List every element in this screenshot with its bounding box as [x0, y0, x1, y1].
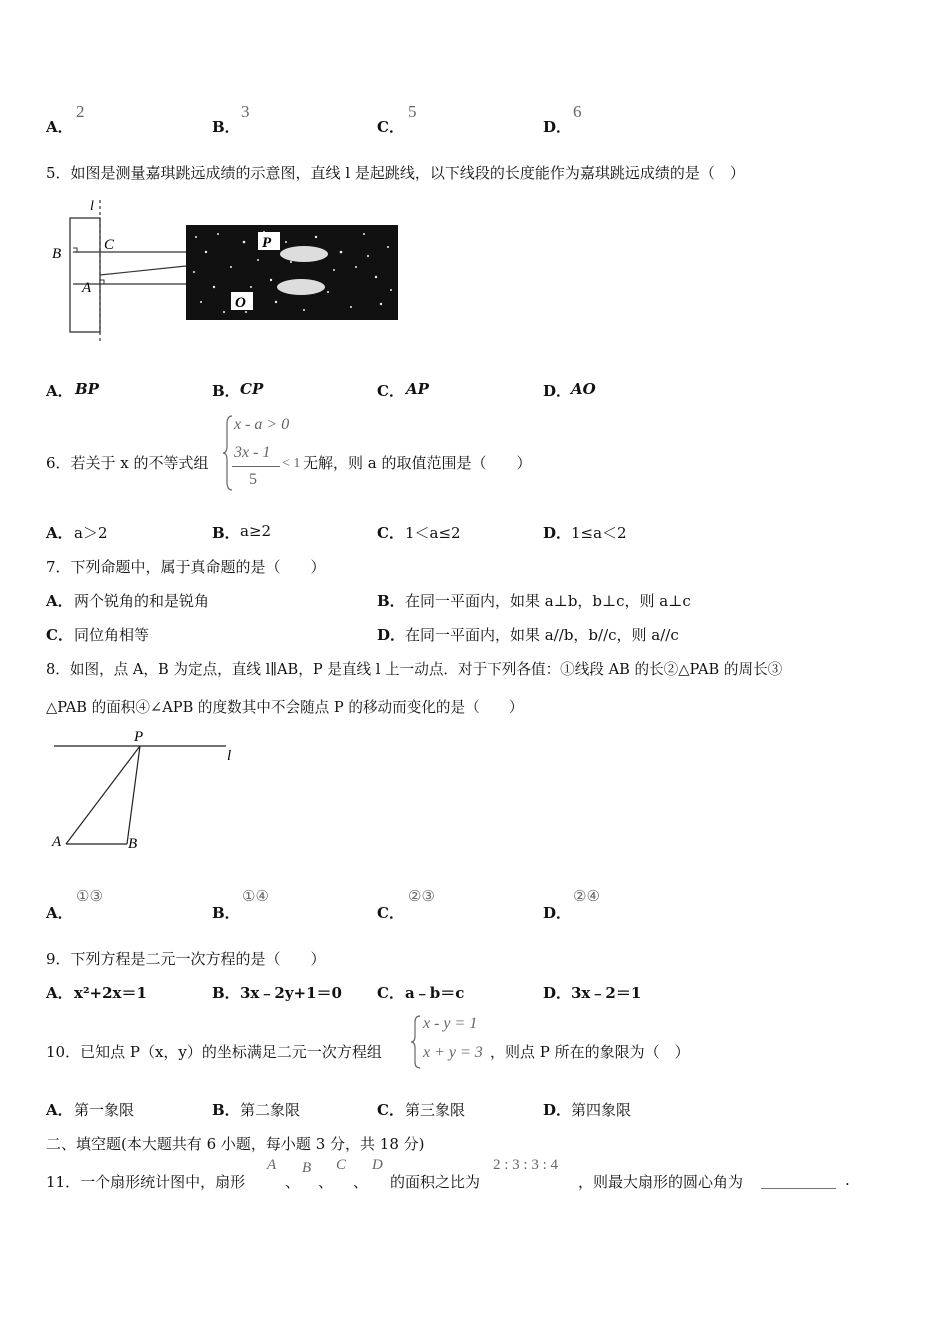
q6-brace [222, 414, 234, 492]
q7-option-a-value: 两个锐角的和是锐角 [74, 592, 210, 610]
q8-option-c-value: ②③ [408, 889, 435, 905]
q10-prefix: 10．已知点 P（x，y）的坐标满足二元一次方程组 [46, 1043, 382, 1061]
q6-prefix: 6．若关于 x 的不等式组 [46, 454, 209, 472]
q10-option-d-value: 第四象限 [571, 1101, 632, 1119]
q9-option-b-letter: B． [212, 984, 240, 1002]
q11-mid-text: 的面积之比为 [390, 1173, 481, 1191]
q6-fraction-numerator: 3x - 1 [234, 444, 271, 461]
q7-option-d-letter: D． [377, 626, 406, 644]
q11-sep-3: 、 [353, 1173, 369, 1191]
q6-suffix: 无解，则 a 的取值范围是（ ） [303, 454, 532, 472]
q5-right-angle-b [73, 248, 77, 252]
q11-sep-2: 、 [318, 1173, 334, 1191]
q10-equation-2: x + y = 3 [423, 1044, 483, 1061]
q9-option-c-letter: C． [377, 984, 404, 1002]
q6-inequality-1: x - a > 0 [234, 416, 290, 433]
q8-option-b-letter: B． [212, 904, 240, 922]
q8-label-b: B [128, 836, 138, 852]
q10-option-c-letter: C． [377, 1101, 404, 1119]
q6-option-c-letter: C． [377, 524, 404, 542]
q5-label-a: A [82, 280, 92, 296]
q10-option-b-value: 第二象限 [240, 1101, 301, 1119]
q7-option-a-letter: A． [46, 592, 73, 610]
q11-answer-blank[interactable]: __________ [761, 1171, 836, 1189]
q11-ratio: 2 : 3 : 3 : 4 [493, 1157, 559, 1173]
q6-fraction-denominator: 5 [249, 471, 257, 488]
q7-option-b-letter: B． [377, 592, 405, 610]
q8-stem-line1: 8．如图，点 A，B 为定点，直线 l∥AB，P 是直线 l 上一动点．对于下列各值：①线段 AB 的长②△PAB 的周长③ [46, 661, 783, 678]
q5-label-l: l [90, 199, 94, 214]
q8-option-d-letter: D． [543, 904, 572, 922]
q5-sand-pit [186, 225, 398, 320]
q8-option-d-value: ②④ [573, 889, 600, 905]
q5-label-o: O [235, 295, 246, 311]
q11-suffix: ，则最大扇形的圆心角为 [578, 1173, 744, 1191]
q5-label-c: C [104, 237, 115, 253]
q10-option-a-value: 第一象限 [74, 1101, 135, 1119]
q4-option-c-value: 5 [408, 102, 417, 121]
q10-option-b-letter: B． [212, 1101, 240, 1119]
q4-option-d-letter: D． [543, 118, 572, 136]
q8-label-p: P [134, 729, 144, 745]
q5-option-d-letter: D． [543, 382, 572, 400]
q4-option-a-value: 2 [76, 102, 85, 121]
q8-option-a-letter: A． [46, 904, 73, 922]
q6-option-d-value: 1≤a＜2 [571, 524, 627, 542]
q5-option-a-value: BP [75, 380, 99, 398]
q6-option-b-letter: B． [212, 524, 240, 542]
q6-fraction-relation: < 1 [282, 456, 301, 471]
q11-sector-c: C [336, 1157, 347, 1173]
q4-option-c-letter: C． [377, 118, 404, 136]
q4-option-a-letter: A． [46, 118, 73, 136]
q5-option-b-value: CP [240, 380, 264, 398]
q5-takeoff-board [70, 218, 100, 332]
q5-option-c-value: AP [406, 380, 429, 398]
q10-option-d-letter: D． [543, 1101, 572, 1119]
q11-end: . [845, 1171, 850, 1189]
q5-footprint-upper [280, 246, 328, 262]
q7-stem: 7．下列命题中，属于真命题的是（ ） [46, 558, 326, 576]
q7-option-c-letter: C． [46, 626, 73, 644]
q9-option-a-value: x²+2x＝1 [74, 984, 147, 1002]
q10-option-c-value: 第三象限 [405, 1101, 466, 1119]
q5-option-a-letter: A． [46, 382, 73, 400]
q11-sector-b: B [302, 1160, 312, 1176]
q8-label-l: l [227, 748, 232, 764]
q6-option-c-value: 1＜a≤2 [405, 524, 461, 542]
q11-sep-1: 、 [285, 1173, 301, 1191]
q5-label-p: P [262, 235, 272, 251]
q6-option-a-value: a＞2 [74, 524, 108, 542]
q5-option-d-value: AO [571, 380, 596, 398]
q4-option-d-value: 6 [573, 102, 582, 121]
q5-label-b: B [52, 246, 62, 262]
q8-label-a: A [52, 834, 62, 850]
q6-option-d-letter: D． [543, 524, 572, 542]
q6-option-b-value: a≥2 [240, 522, 272, 540]
q8-stem-line2: △PAB 的面积④∠APB 的度数其中不会随点 P 的移动而变化的是（ ） [46, 699, 524, 716]
q11-prefix: 11．一个扇形统计图中，扇形 [46, 1173, 246, 1191]
q10-equation-1: x - y = 1 [423, 1015, 478, 1032]
q11-sector-d: D [372, 1157, 383, 1173]
q5-segment-ap [100, 266, 186, 275]
q11-sector-a: A [267, 1157, 277, 1173]
q10-option-a-letter: A． [46, 1101, 73, 1119]
q9-option-a-letter: A． [46, 984, 73, 1002]
q8-option-c-letter: C． [377, 904, 404, 922]
q9-stem: 9．下列方程是二元一次方程的是（ ） [46, 950, 326, 968]
q5-option-c-letter: C． [377, 382, 404, 400]
q5-figure [46, 192, 406, 347]
q6-fraction-bar [232, 466, 280, 467]
q5-option-b-letter: B． [212, 382, 240, 400]
q5-stem: 5．如图是测量嘉琪跳远成绩的示意图，直线 l 是起跳线，以下线段的长度能作为嘉琪跳远成绩的是（ ） [46, 164, 745, 182]
q8-figure [46, 722, 246, 857]
q9-option-b-value: 3x﹣2y+1＝0 [240, 984, 342, 1002]
q10-suffix: ，则点 P 所在的象限为（ ） [490, 1043, 690, 1061]
q5-footprint-lower [277, 279, 325, 295]
q6-option-a-letter: A． [46, 524, 73, 542]
section-2-heading: 二、填空题(本大题共有 6 小题，每小题 3 分，共 18 分) [46, 1135, 425, 1153]
q7-option-c-value: 同位角相等 [74, 626, 150, 644]
q10-brace [410, 1014, 422, 1070]
q9-option-d-value: 3x﹣2＝1 [571, 984, 642, 1002]
q7-option-b-value: 在同一平面内，如果 a⊥b，b⊥c，则 a⊥c [405, 592, 691, 610]
q4-option-b-value: 3 [241, 102, 250, 121]
q8-option-a-value: ①③ [76, 889, 103, 905]
q9-option-d-letter: D． [543, 984, 572, 1002]
q7-option-d-value: 在同一平面内，如果 a//b，b//c，则 a//c [405, 626, 679, 644]
q9-option-c-value: a﹣b＝c [405, 984, 465, 1002]
q4-option-b-letter: B． [212, 118, 240, 136]
q8-option-b-value: ①④ [242, 889, 269, 905]
